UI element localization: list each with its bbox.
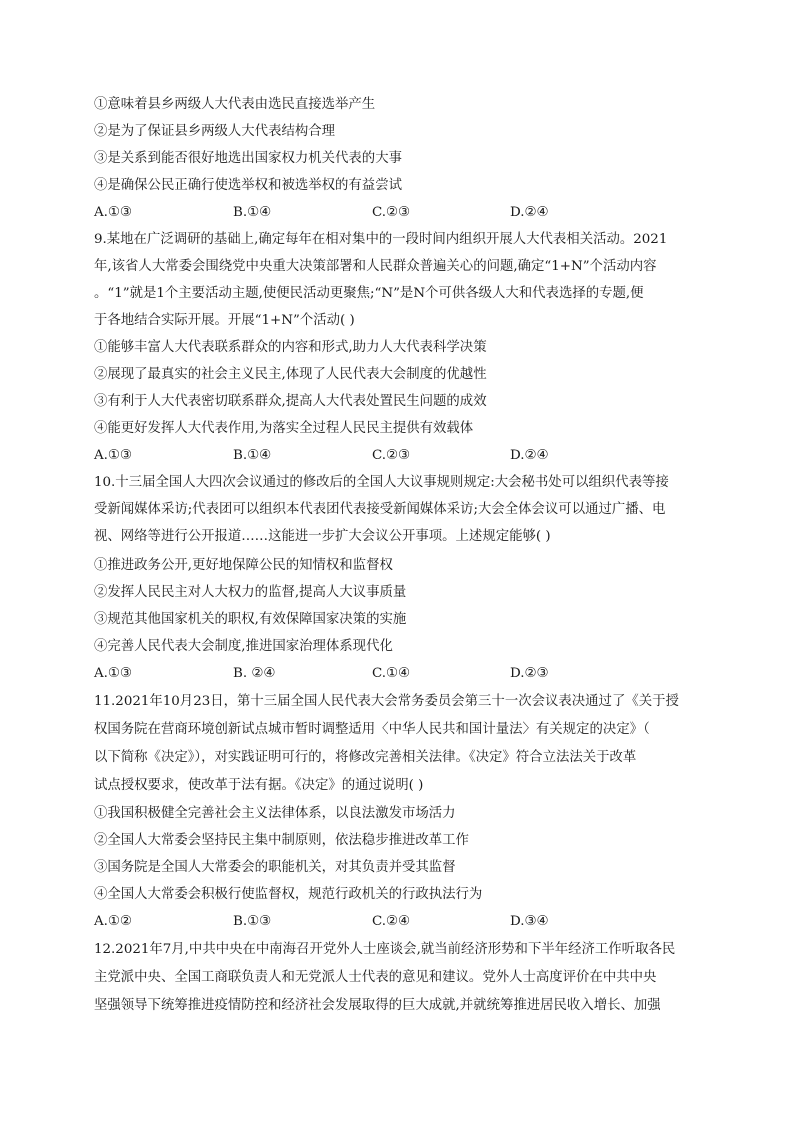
q8-statement-3: ③是关系到能否很好地选出国家权力机关代表的大事 — [94, 151, 402, 166]
q8-option-d: D.②④ — [510, 205, 549, 220]
q11-option-d: D.③④ — [510, 914, 549, 929]
q8-option-a: A.①③ — [94, 205, 132, 220]
q9-stem-line-1: 9.某地在广泛调研的基础上,确定每年在相对集中的一段时间内组织开展人大代表相关活动。2021 — [94, 232, 668, 247]
q9-statement-1: ①能够丰富人大代表联系群众的内容和形式,助力人大代表科学决策 — [94, 340, 487, 355]
q10-statement-1: ①推进政务公开,更好地保障公民的知情权和监督权 — [94, 558, 393, 573]
q10-option-a: A.①③ — [94, 666, 132, 681]
q8-option-c: C.②③ — [372, 205, 411, 220]
q11-stem-line-3: 以下简称《决定》），对实践证明可行的，将修改完善相关法律。《决定》符合立法法关于改革 — [94, 750, 637, 765]
q8-options — [94, 203, 694, 223]
q11-option-b: B.①③ — [233, 914, 272, 929]
q11-stem-line-2: 权国务院在营商环境创新试点城市暂时调整适用〈中华人民共和国计量法〉有关规定的决定》（ — [94, 722, 650, 737]
q11-options — [94, 912, 694, 932]
q11-statement-3: ③国务院是全国人大常委会的职能机关，对其负责并受其监督 — [94, 860, 456, 875]
q9-option-c: C.②③ — [372, 448, 411, 463]
q9-statement-4: ④能更好发挥人大代表作用,为落实全过程人民民主提供有效载体 — [94, 421, 474, 436]
q9-option-d: D.②④ — [510, 448, 549, 463]
q10-option-c: C.①④ — [372, 666, 411, 681]
q10-options — [94, 664, 694, 684]
q10-statement-3: ③规范其他国家机关的职权,有效保障国家决策的实施 — [94, 612, 407, 627]
q12-stem-line-3: 坚强领导下统筹推进疫情防控和经济社会发展取得的巨大成就,并就统筹推进居民收入增长、加强 — [94, 998, 661, 1013]
q11-statement-1: ①我国积极健全完善社会主义法律体系，以良法激发市场活力 — [94, 806, 456, 821]
q8-statement-1: ①意味着县乡两级人大代表由选民直接选举产生 — [94, 97, 376, 112]
q12-stem-line-1: 12.2021年7月,中共中央在中南海召开党外人士座谈会,就当前经济形势和下半年经济工作听取各民 — [94, 942, 676, 957]
q12-stem-line-2: 主党派中央、全国工商联负责人和无党派人士代表的意见和建议。党外人士高度评价在中共中央 — [94, 970, 657, 985]
q8-statement-2: ②是为了保证县乡两级人大代表结构合理 — [94, 124, 336, 139]
q11-statement-2: ②全国人大常委会坚持民主集中制原则，依法稳步推进改革工作 — [94, 833, 469, 848]
q9-options — [94, 446, 694, 466]
q11-stem-line-1: 11.2021年10月23日，第十三届全国人民代表大会常务委员会第三十一次会议表决通过了《关于授 — [94, 694, 679, 709]
q9-stem-line-3: 。“1”就是1个主要活动主题,使便民活动更聚焦;“N”是N个可供各级人大和代表选择的专题,便 — [94, 286, 644, 301]
q9-stem-line-4: 于各地结合实际开展。开展“1+N”个活动( ) — [94, 313, 355, 328]
q10-stem-line-2: 受新闻媒体采访;代表团可以组织本代表团代表接受新闻媒体采访;大会全体会议可以通过广播、电 — [94, 502, 666, 517]
q10-option-b: B. ②④ — [233, 666, 276, 681]
q9-option-b: B.①④ — [233, 448, 272, 463]
q9-stem-line-2: 年,该省人大常委会围绕党中央重大决策部署和人民群众普遍关心的问题,确定“1+N”个活动内容 — [94, 259, 657, 274]
q11-stem-line-4: 试点授权要求，使改革于法有据。《决定》的通过说明( ) — [94, 778, 424, 793]
q10-stem-line-3: 视、网络等进行公开报道……这能进一步扩大会议公开事项。上述规定能够( ) — [94, 529, 551, 544]
q8-statement-4: ④是确保公民正确行使选举权和被选举权的有益尝试 — [94, 178, 402, 193]
q10-option-d: D.②③ — [510, 666, 549, 681]
q11-statement-4: ④全国人大常委会积极行使监督权，规范行政机关的行政执法行为 — [94, 887, 483, 902]
q9-option-a: A.①③ — [94, 448, 132, 463]
q8-option-b: B.①④ — [233, 205, 272, 220]
q10-stem-line-1: 10.十三届全国人大四次会议通过的修改后的全国人大议事规则规定:大会秘书处可以组织代表等接 — [94, 475, 669, 490]
q10-statement-2: ②发挥人民民主对人大权力的监督,提高人大议事质量 — [94, 585, 407, 600]
q9-statement-3: ③有利于人大代表密切联系群众,提高人大代表处置民生问题的成效 — [94, 394, 487, 409]
q9-statement-2: ②展现了最真实的社会主义民主,体现了人民代表大会制度的优越性 — [94, 367, 487, 382]
q11-option-c: C.②④ — [372, 914, 411, 929]
q11-option-a: A.①② — [94, 914, 132, 929]
q10-statement-4: ④完善人民代表大会制度,推进国家治理体系现代化 — [94, 639, 393, 654]
